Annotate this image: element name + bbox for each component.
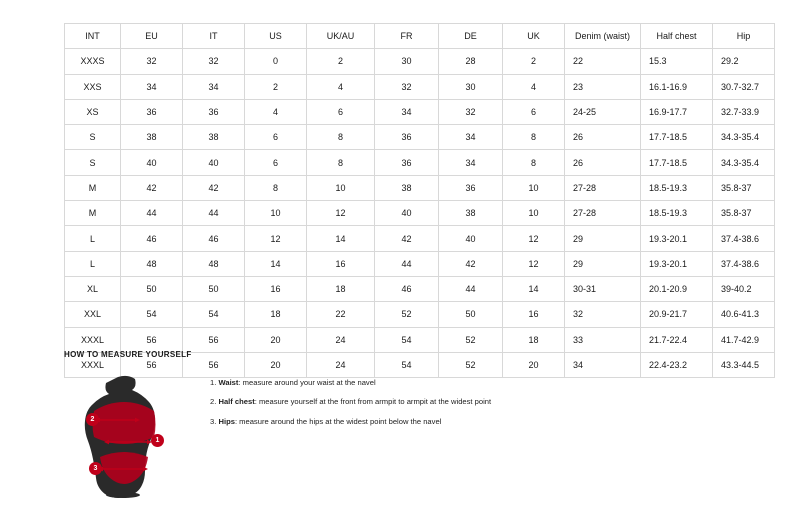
measure-note-text: : measure around your waist at the navel	[238, 378, 376, 387]
table-cell: 37.4-38.6	[713, 226, 775, 251]
table-cell: 36	[183, 99, 245, 124]
table-cell: 8	[307, 125, 375, 150]
column-header-us: US	[245, 24, 307, 49]
table-cell: 38	[121, 125, 183, 150]
table-cell: 10	[245, 201, 307, 226]
table-cell: 48	[121, 251, 183, 276]
table-cell: 20	[245, 352, 307, 377]
table-cell: 6	[307, 99, 375, 124]
table-cell: 54	[183, 302, 245, 327]
table-cell: 32	[375, 74, 439, 99]
measure-note-text: : measure yourself at the front from armpit to armpit at the widest point	[254, 397, 492, 407]
table-row	[65, 74, 775, 99]
table-cell: 0	[245, 49, 307, 74]
table-cell: 18	[503, 327, 565, 352]
table-cell: 27-28	[565, 175, 641, 200]
table-header	[65, 24, 775, 49]
table-cell: 36	[375, 125, 439, 150]
table-cell: 34	[439, 125, 503, 150]
table-cell: 19.3-20.1	[641, 226, 713, 251]
table-cell: 44	[121, 201, 183, 226]
table-cell: 27-28	[565, 201, 641, 226]
table-cell: 20	[503, 352, 565, 377]
table-cell: 26	[565, 125, 641, 150]
column-header-uk-au: UK/AU	[307, 24, 375, 49]
table-cell: 23	[565, 74, 641, 99]
table-cell: M	[65, 175, 121, 200]
table-cell: 30	[375, 49, 439, 74]
table-cell: 37.4-38.6	[713, 251, 775, 276]
table-cell: 6	[503, 99, 565, 124]
mannequin-illustration	[64, 373, 184, 498]
table-cell: 35.8-37	[713, 201, 775, 226]
column-header-eu: EU	[121, 24, 183, 49]
table-cell: 46	[375, 276, 439, 301]
table-cell: 43.3-44.5	[713, 352, 775, 377]
table-cell: 48	[183, 251, 245, 276]
table-row	[65, 251, 775, 276]
table-cell: 54	[121, 302, 183, 327]
table-cell: XXXL	[65, 327, 121, 352]
table-cell: 16	[245, 276, 307, 301]
table-cell: 14	[503, 276, 565, 301]
table-cell: 19.3-20.1	[641, 251, 713, 276]
table-row	[65, 49, 775, 74]
table-cell: 20	[245, 327, 307, 352]
table-cell: 8	[245, 175, 307, 200]
table-cell: 4	[307, 74, 375, 99]
table-cell: 52	[375, 302, 439, 327]
table-cell: 28	[439, 49, 503, 74]
table-cell: 44	[375, 251, 439, 276]
measure-note	[210, 379, 491, 387]
column-header-fr: FR	[375, 24, 439, 49]
table-cell: 36	[439, 175, 503, 200]
measure-notes	[210, 373, 491, 437]
table-cell: 22.4-23.2	[641, 352, 713, 377]
table-cell: 40	[375, 201, 439, 226]
column-header-half-chest: Half chest	[641, 24, 713, 49]
table-cell: 34.3-35.4	[713, 125, 775, 150]
table-cell: 40	[439, 226, 503, 251]
measure-note-term: Half chest	[218, 397, 255, 407]
marker-2: 2	[86, 413, 99, 426]
table-cell: L	[65, 226, 121, 251]
table-cell: 44	[439, 276, 503, 301]
table-cell: 12	[245, 226, 307, 251]
table-cell: 50	[183, 276, 245, 301]
how-to-measure-title: HOW TO MEASURE YOURSELF	[64, 350, 192, 359]
table-cell: 56	[183, 352, 245, 377]
table-cell: 56	[121, 352, 183, 377]
measure-note-number: 1.	[210, 378, 217, 387]
table-row	[65, 302, 775, 327]
table-row	[65, 276, 775, 301]
table-cell: XXL	[65, 302, 121, 327]
column-header-int: INT	[65, 24, 121, 49]
table-cell: 40	[183, 150, 245, 175]
table-cell: 30.7-32.7	[713, 74, 775, 99]
table-cell: 16	[503, 302, 565, 327]
table-cell: 32.7-33.9	[713, 99, 775, 124]
table-cell: 32	[183, 49, 245, 74]
table-cell: 29	[565, 251, 641, 276]
table-cell: 17.7-18.5	[641, 125, 713, 150]
table-cell: 20.9-21.7	[641, 302, 713, 327]
table-cell: 30-31	[565, 276, 641, 301]
measure-note-text: : measure around the hips at the widest point below the navel	[234, 416, 442, 426]
table-cell: 24	[307, 327, 375, 352]
how-to-measure-section	[64, 350, 764, 498]
table-cell: 16.1-16.9	[641, 74, 713, 99]
table-cell: 44	[183, 201, 245, 226]
marker-3: 3	[89, 462, 102, 475]
how-to-measure-body	[64, 373, 764, 498]
table-cell: 18	[245, 302, 307, 327]
table-cell: 15.3	[641, 49, 713, 74]
table-cell: 56	[121, 327, 183, 352]
table-cell: 14	[245, 251, 307, 276]
table-cell: 34	[121, 74, 183, 99]
table-cell: 50	[439, 302, 503, 327]
table-cell: 24	[307, 352, 375, 377]
table-cell: 22	[307, 302, 375, 327]
table-cell: 12	[503, 226, 565, 251]
table-row	[65, 150, 775, 175]
table-cell: 21.7-22.4	[641, 327, 713, 352]
table-cell: L	[65, 251, 121, 276]
table-cell: 10	[503, 201, 565, 226]
table-cell: 22	[565, 49, 641, 74]
table-cell: 12	[503, 251, 565, 276]
table-row	[65, 175, 775, 200]
measure-note-term: Hips	[218, 416, 235, 426]
table-cell: 8	[503, 125, 565, 150]
table-cell: 6	[245, 150, 307, 175]
table-row	[65, 226, 775, 251]
table-cell: 16	[307, 251, 375, 276]
table-cell: 34.3-35.4	[713, 150, 775, 175]
table-cell: 17.7-18.5	[641, 150, 713, 175]
table-cell: 34	[439, 150, 503, 175]
column-header-it: IT	[183, 24, 245, 49]
table-cell: XXXS	[65, 49, 121, 74]
table-cell: 18	[307, 276, 375, 301]
table-cell: 56	[183, 327, 245, 352]
table-cell: 36	[121, 99, 183, 124]
table-cell: 35.8-37	[713, 175, 775, 200]
table-cell: 33	[565, 327, 641, 352]
table-cell: 30	[439, 74, 503, 99]
table-cell: 52	[439, 327, 503, 352]
table-cell: 4	[503, 74, 565, 99]
marker-1: 1	[151, 434, 164, 447]
table-cell: 34	[565, 352, 641, 377]
table-cell: 38	[375, 175, 439, 200]
table-header-row	[65, 24, 775, 49]
measure-note-number: 3.	[210, 416, 217, 426]
table-cell: 32	[565, 302, 641, 327]
table-cell: 52	[439, 352, 503, 377]
table-cell: 32	[121, 49, 183, 74]
table-cell: 16.9-17.7	[641, 99, 713, 124]
table-cell: XS	[65, 99, 121, 124]
measure-note-number: 2.	[210, 397, 217, 407]
table-cell: 38	[183, 125, 245, 150]
table-cell: 39-40.2	[713, 276, 775, 301]
table-cell: S	[65, 150, 121, 175]
table-cell: 38	[439, 201, 503, 226]
size-chart-container	[64, 23, 760, 378]
table-cell: 10	[307, 175, 375, 200]
table-body	[65, 49, 775, 378]
table-cell: XXXL	[65, 352, 121, 377]
measure-note-term: Waist	[218, 378, 239, 387]
table-cell: 29	[565, 226, 641, 251]
table-cell: 40.6-41.3	[713, 302, 775, 327]
measure-note	[210, 418, 491, 426]
measure-note	[210, 398, 491, 406]
table-row	[65, 99, 775, 124]
table-cell: 18.5-19.3	[641, 175, 713, 200]
table-cell: 34	[375, 99, 439, 124]
table-cell: 18.5-19.3	[641, 201, 713, 226]
table-cell: M	[65, 201, 121, 226]
table-cell: 12	[307, 201, 375, 226]
table-cell: 10	[503, 175, 565, 200]
table-cell: 29.2	[713, 49, 775, 74]
table-cell: 54	[375, 352, 439, 377]
table-cell: 8	[307, 150, 375, 175]
size-chart-table	[64, 23, 775, 378]
table-cell: 2	[245, 74, 307, 99]
table-cell: 2	[503, 49, 565, 74]
table-cell: 46	[121, 226, 183, 251]
table-cell: 34	[183, 74, 245, 99]
table-cell: 54	[375, 327, 439, 352]
mannequin-svg	[64, 373, 184, 498]
table-cell: 41.7-42.9	[713, 327, 775, 352]
table-cell: XXS	[65, 74, 121, 99]
table-cell: 32	[439, 99, 503, 124]
table-row	[65, 125, 775, 150]
table-cell: 4	[245, 99, 307, 124]
table-row	[65, 201, 775, 226]
table-cell: 40	[121, 150, 183, 175]
table-cell: 42	[183, 175, 245, 200]
column-header-hip: Hip	[713, 24, 775, 49]
table-cell: 50	[121, 276, 183, 301]
table-cell: 14	[307, 226, 375, 251]
table-cell: 24-25	[565, 99, 641, 124]
table-cell: S	[65, 125, 121, 150]
table-cell: 6	[245, 125, 307, 150]
table-cell: 20.1-20.9	[641, 276, 713, 301]
column-header-denim-waist: Denim (waist)	[565, 24, 641, 49]
table-cell: 46	[183, 226, 245, 251]
table-cell: 26	[565, 150, 641, 175]
column-header-de: DE	[439, 24, 503, 49]
table-cell: 42	[375, 226, 439, 251]
table-cell: 8	[503, 150, 565, 175]
table-cell: 42	[439, 251, 503, 276]
table-cell: 2	[307, 49, 375, 74]
table-cell: XL	[65, 276, 121, 301]
table-cell: 36	[375, 150, 439, 175]
table-row	[65, 327, 775, 352]
table-cell: 42	[121, 175, 183, 200]
column-header-uk: UK	[503, 24, 565, 49]
